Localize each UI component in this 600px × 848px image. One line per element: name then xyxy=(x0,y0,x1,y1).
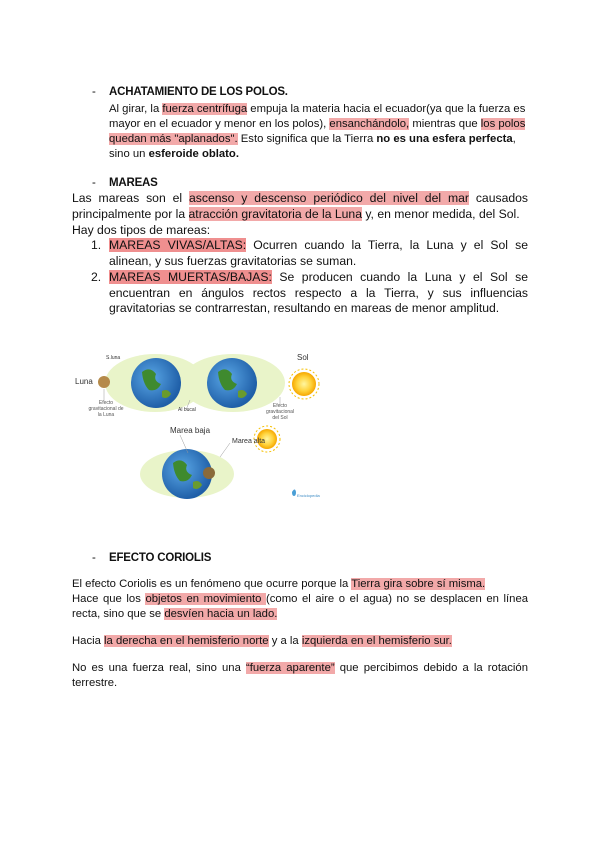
text: que percibimos debido a la rotación terrestre. xyxy=(72,662,528,689)
highlight: Tierra gira sobre sí misma. xyxy=(351,578,486,590)
heading-text: EFECTO CORIOLIS xyxy=(109,552,212,564)
text: (como el aire o el agua) no se desplacen en línea recta, sino que se xyxy=(72,593,529,620)
text: y, en menor medida, del Sol. xyxy=(361,206,520,221)
moon-icon xyxy=(98,376,110,388)
bold-text: no es una esfera perfecta xyxy=(376,133,513,145)
paragraph-coriolis-4 xyxy=(72,661,528,691)
highlight: fuerza centrífuga xyxy=(162,103,248,115)
bold-text: esferoide oblato. xyxy=(148,148,239,160)
tides-illustration xyxy=(70,345,330,505)
brand-label: Enciclopedia xyxy=(297,493,320,498)
highlight: “fuerza aparente” xyxy=(245,662,335,674)
sun-icon xyxy=(289,369,319,399)
top-small-label: S.luna xyxy=(106,355,121,361)
list-number: 2. xyxy=(91,270,102,284)
text: Esto significa que la Tierra xyxy=(237,133,377,145)
paragraph-coriolis-1 xyxy=(72,577,528,592)
list-number: 1. xyxy=(91,238,102,252)
paragraph-mareas xyxy=(72,191,528,222)
highlight: izquierda en el hemisferio sur. xyxy=(301,635,452,647)
text: , sino un xyxy=(109,133,516,160)
text: Hacia xyxy=(72,635,105,647)
paragraph-coriolis-3 xyxy=(72,634,528,649)
sol-label: Sol xyxy=(297,353,309,362)
heading-text: ACHATAMIENTO DE LOS POLOS. xyxy=(109,86,288,98)
text: y a la xyxy=(268,635,302,647)
list-item xyxy=(91,270,528,317)
small-label: Al bucal xyxy=(178,407,196,413)
text: Se producen cuando la Luna y el Sol se encuentran en ángulos rectos respecto a la Tierra, y sus influencias gravitatorias se contrarrestan, resultando en mareas de menor amplitud. xyxy=(109,270,528,316)
text: causados principalmente por la xyxy=(72,191,528,221)
paragraph-tipos: Hay dos tipos de mareas: xyxy=(72,223,211,237)
highlight: desvíen hacia un lado. xyxy=(164,608,278,620)
bullet-dash: - xyxy=(92,86,96,98)
highlight: los polos quedan más "aplanados". xyxy=(109,118,526,145)
highlight: MAREAS MUERTAS/BAJAS: xyxy=(109,270,272,284)
tides-diagram xyxy=(70,345,330,505)
section-heading-mareas xyxy=(92,177,158,189)
text: Ocurren cuando la Tierra, la Luna y el Sol se alinean, y sus fuerzas gravitatorias se suman. xyxy=(109,238,528,268)
moon-effect-label: Efecto gravitacional de la Luna xyxy=(88,400,124,418)
bullet-dash: - xyxy=(92,177,96,189)
heading-text: MAREAS xyxy=(109,177,158,189)
section-heading-coriolis xyxy=(92,552,212,564)
highlight: atracción gravitatoria de la Luna xyxy=(188,206,362,221)
text: empuja la materia hacia el ecuador(ya que la fuerza es mayor en el ecuador y menor en los polos), xyxy=(109,103,526,130)
marea-alta-label: Marea alta xyxy=(232,438,266,445)
highlight: MAREAS VIVAS/ALTAS: xyxy=(109,238,247,252)
highlight: la derecha en el hemisferio norte xyxy=(104,635,269,647)
paragraph-achatamiento xyxy=(109,102,527,162)
highlight: ensanchándolo, xyxy=(329,118,410,130)
moon-icon xyxy=(203,467,215,479)
text: Al girar, la xyxy=(109,103,163,115)
text: Las mareas son el xyxy=(72,191,189,205)
highlight: objetos en movimiento xyxy=(145,593,266,605)
luna-label: Luna xyxy=(75,377,93,386)
text: mientras que xyxy=(409,118,481,130)
bullet-dash: - xyxy=(92,552,96,564)
list-item xyxy=(91,238,528,269)
text: No es una fuerza real, sino una xyxy=(72,662,246,674)
brand-logo-icon xyxy=(292,490,296,497)
earth-icon xyxy=(131,358,181,408)
highlight: ascenso y descenso periódico del nivel del mar xyxy=(189,191,469,205)
marea-baja-label: Marea baja xyxy=(170,426,211,435)
earth-icon xyxy=(207,358,257,408)
text: El efecto Coriolis es un fenómeno que ocurre porque la xyxy=(72,578,352,590)
text: Hace que los xyxy=(72,593,146,605)
paragraph-coriolis-2 xyxy=(72,592,528,622)
section-heading-achatamiento xyxy=(92,86,288,98)
sun-effect-label: Efecto gravitacional del Sol xyxy=(265,403,295,421)
